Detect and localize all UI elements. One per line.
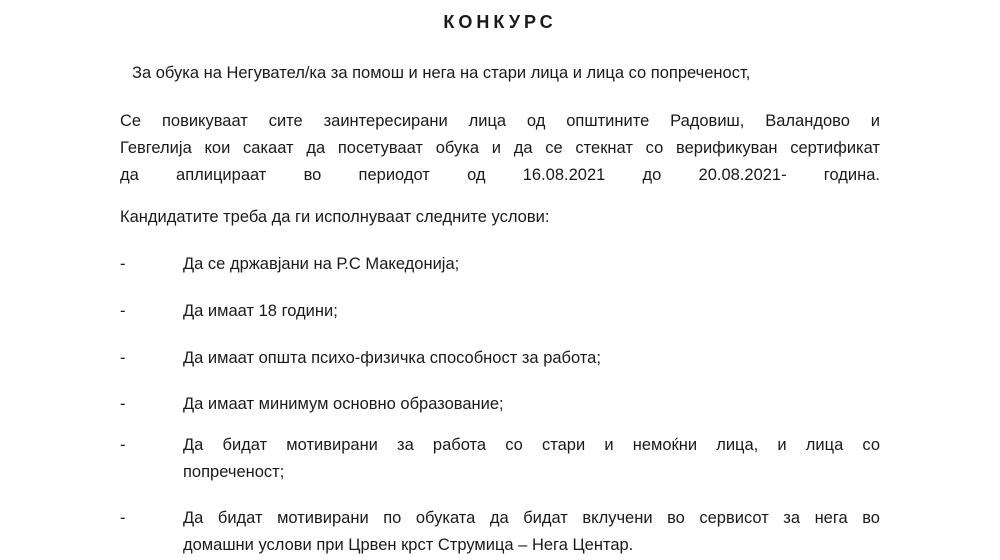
condition-text: Да имаат минимум основно образование;: [183, 395, 504, 413]
bullet-dash: -: [120, 349, 126, 367]
bullet-dash: -: [120, 509, 126, 527]
document-title: КОНКУРС: [443, 12, 557, 32]
bullet-dash: -: [120, 436, 126, 454]
condition-text-cont: домашни услови при Црвен крст Струмица – Нега Центар.: [183, 536, 634, 554]
bullet-dash: -: [120, 395, 126, 413]
bullet-dash: -: [120, 302, 126, 320]
call-line-3: да аплицираат во периодот од 16.08.2021 до 20.08.2021- година.: [120, 166, 880, 184]
call-paragraph: [120, 108, 880, 189]
condition-text: Да бидат мотивирани по обуката да бидат вклучени во сервисот за нега во: [183, 509, 880, 527]
conditions-intro: Кандидатите треба да ги исполнуваат следните услови:: [120, 208, 550, 226]
call-line-1: Се повикуваат сите заинтересирани лица од општините Радовиш, Валандово и: [120, 112, 880, 130]
condition-text-cont: попреченост;: [183, 463, 285, 481]
condition-text: Да се државјани на Р.С Македонија;: [183, 255, 460, 273]
intro-paragraph: За обука на Негувател/ка за помош и нега на стари лица и лица со попреченост,: [132, 64, 751, 82]
condition-text: Да имаат општа психо-физичка способност за работа;: [183, 349, 601, 367]
condition-text: Да имаат 18 години;: [183, 302, 338, 320]
call-line-2: Гевгелија кои сакаат да посетуваат обука и да се стекнат со верификуван сертификат: [120, 139, 880, 157]
condition-text: Да бидат мотивирани за работа со стари и немоќни лица, и лица со: [183, 436, 880, 454]
bullet-dash: -: [120, 255, 126, 273]
